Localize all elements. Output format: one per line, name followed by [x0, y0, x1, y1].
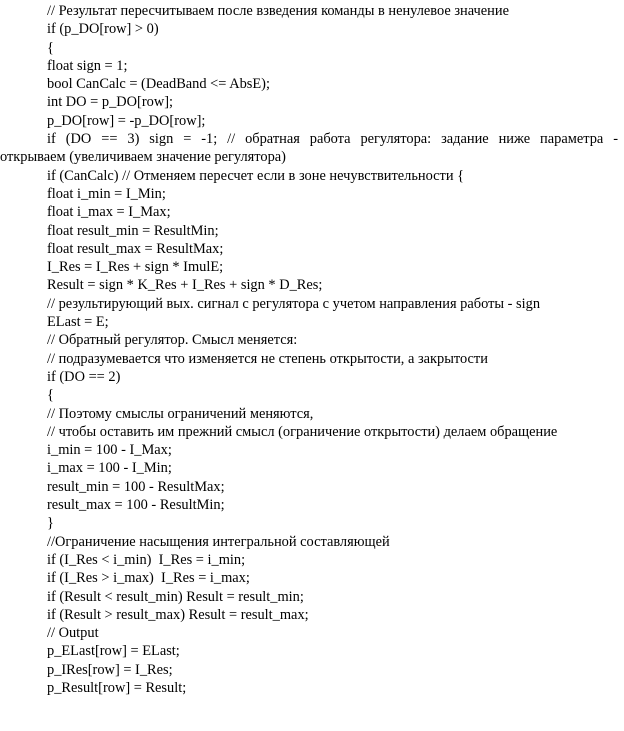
code-line: p_Result[row] = Result; [47, 679, 187, 696]
code-line: float i_max = I_Max; [47, 204, 171, 221]
code-document [0, 2, 624, 697]
code-line: p_DO[row] = -p_DO[row]; [47, 112, 206, 129]
code-line: float sign = 1; [47, 57, 128, 74]
code-line: bool CanCalc = (DeadBand <= AbsE); [47, 76, 270, 93]
code-line: // Обратный регулятор. Смысл меняется: [47, 332, 298, 349]
code-line: if (Result > result_max) Result = result_max; [47, 606, 309, 623]
code-line: if (p_DO[row] > 0) [47, 21, 159, 38]
code-line-justified: if (DO == 3) sign = -1; // обратная работа регулятора: задание ниже параметра - [47, 131, 618, 148]
code-line: // Output [47, 625, 99, 642]
code-line-continuation: открываем (увеличиваем значение регулятора) [0, 149, 286, 166]
code-line: // чтобы оставить им прежний смысл (ограничение открытости) делаем обращение [47, 423, 558, 440]
code-line: // подразумевается что изменяется не степень открытости, а закрытости [47, 350, 488, 367]
code-line: //Ограничение насыщения интегральной составляющей [47, 533, 390, 550]
code-line: if (I_Res < i_min) I_Res = i_min; [47, 551, 246, 568]
code-line: i_max = 100 - I_Min; [47, 460, 172, 477]
code-line: float result_max = ResultMax; [47, 240, 224, 257]
code-line: if (I_Res > i_max) I_Res = i_max; [47, 570, 250, 587]
code-line: // Поэтому смыслы ограничений меняются, [47, 405, 314, 422]
code-line: if (DO == 2) [47, 368, 121, 385]
code-line: ELast = E; [47, 314, 109, 331]
code-line: if (CanCalc) // Отменяем пересчет если в зоне нечувствительности { [47, 167, 465, 184]
code-line: result_max = 100 - ResultMin; [47, 497, 225, 514]
code-line: float result_min = ResultMin; [47, 222, 219, 239]
code-line: float i_min = I_Min; [47, 185, 166, 202]
code-line: p_IRes[row] = I_Res; [47, 661, 173, 678]
code-line: { [47, 39, 54, 56]
code-line: I_Res = I_Res + sign * ImulE; [47, 259, 224, 276]
code-line: p_ELast[row] = ELast; [47, 643, 180, 660]
code-line: Result = sign * K_Res + I_Res + sign * D_Res; [47, 277, 323, 294]
code-line: if (Result < result_min) Result = result_min; [47, 588, 304, 605]
code-line: i_min = 100 - I_Max; [47, 442, 172, 459]
code-line: { [47, 387, 54, 404]
code-line: int DO = p_DO[row]; [47, 94, 174, 111]
code-line: } [47, 515, 54, 532]
code-line: // результирующий вых. сигнал с регулятора с учетом направления работы - sign [47, 295, 541, 312]
code-line: result_min = 100 - ResultMax; [47, 478, 225, 495]
code-line: // Результат пересчитываем после взведения команды в ненулевое значение [47, 3, 509, 19]
